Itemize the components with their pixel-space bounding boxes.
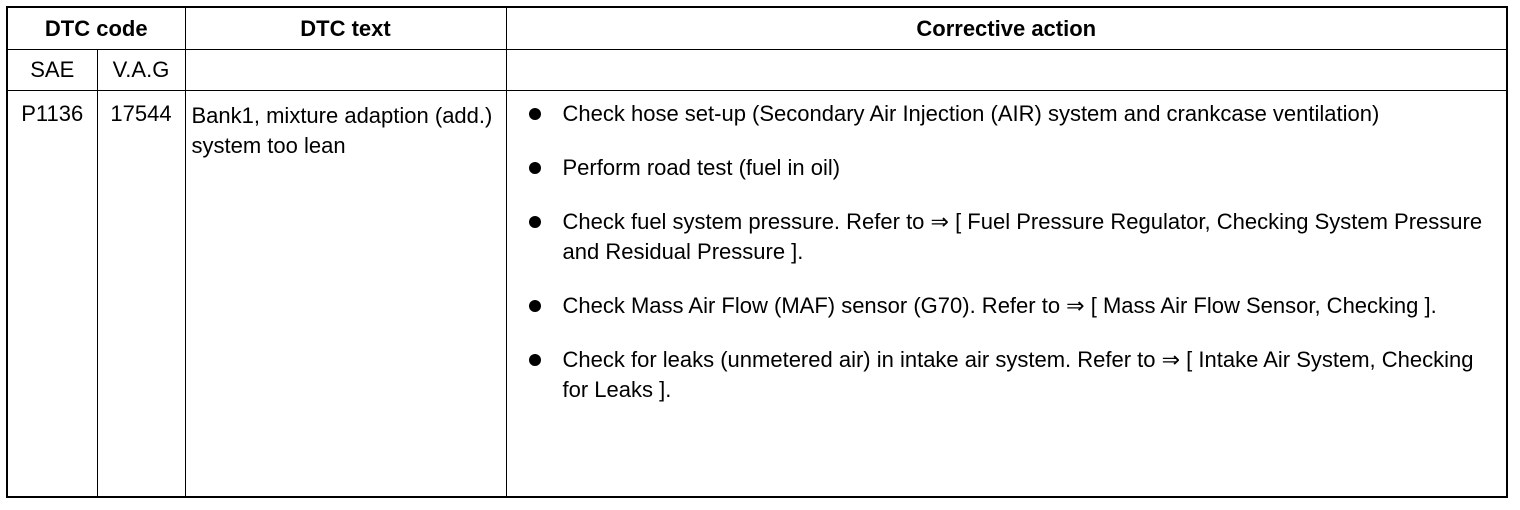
cell-vag-code: 17544 — [97, 91, 185, 498]
dtc-table — [6, 6, 1508, 498]
subheader-vag: V.A.G — [97, 50, 185, 91]
bullet-icon — [529, 216, 541, 228]
list-item — [529, 99, 1497, 129]
cell-corrective-actions — [506, 91, 1507, 498]
corrective-action-list — [507, 91, 1507, 405]
action-text: Check fuel system pressure. Refer to ⇒ [ Fuel Pressure Regulator, Checking System Pressure and Residual Pressure ]. — [562, 209, 1483, 264]
cell-dtc-text: Bank1, mixture adaption (add.) system too lean — [185, 91, 506, 498]
action-text: Check hose set-up (Secondary Air Injection (AIR) system and crankcase ventilation) — [562, 101, 1380, 126]
bullet-icon — [529, 354, 541, 366]
header-corrective-action: Corrective action — [506, 7, 1507, 50]
header-row — [7, 7, 1507, 50]
list-item — [529, 207, 1497, 267]
header-dtc-code: DTC code — [7, 7, 185, 50]
list-item — [529, 345, 1497, 405]
bullet-icon — [529, 300, 541, 312]
table-row — [7, 91, 1507, 498]
action-text: Check Mass Air Flow (MAF) sensor (G70). Refer to ⇒ [ Mass Air Flow Sensor, Checking ]. — [562, 293, 1437, 318]
subheader-empty-action — [506, 50, 1507, 91]
subheader-row — [7, 50, 1507, 91]
action-text: Perform road test (fuel in oil) — [562, 155, 841, 180]
header-dtc-text: DTC text — [185, 7, 506, 50]
cell-sae-code: P1136 — [7, 91, 97, 498]
bullet-icon — [529, 162, 541, 174]
list-item — [529, 153, 1497, 183]
action-text: Check for leaks (unmetered air) in intake air system. Refer to ⇒ [ Intake Air System, Checking for Leaks ]. — [562, 347, 1474, 402]
subheader-empty-text — [185, 50, 506, 91]
list-item — [529, 291, 1497, 321]
subheader-sae: SAE — [7, 50, 97, 91]
bullet-icon — [529, 108, 541, 120]
